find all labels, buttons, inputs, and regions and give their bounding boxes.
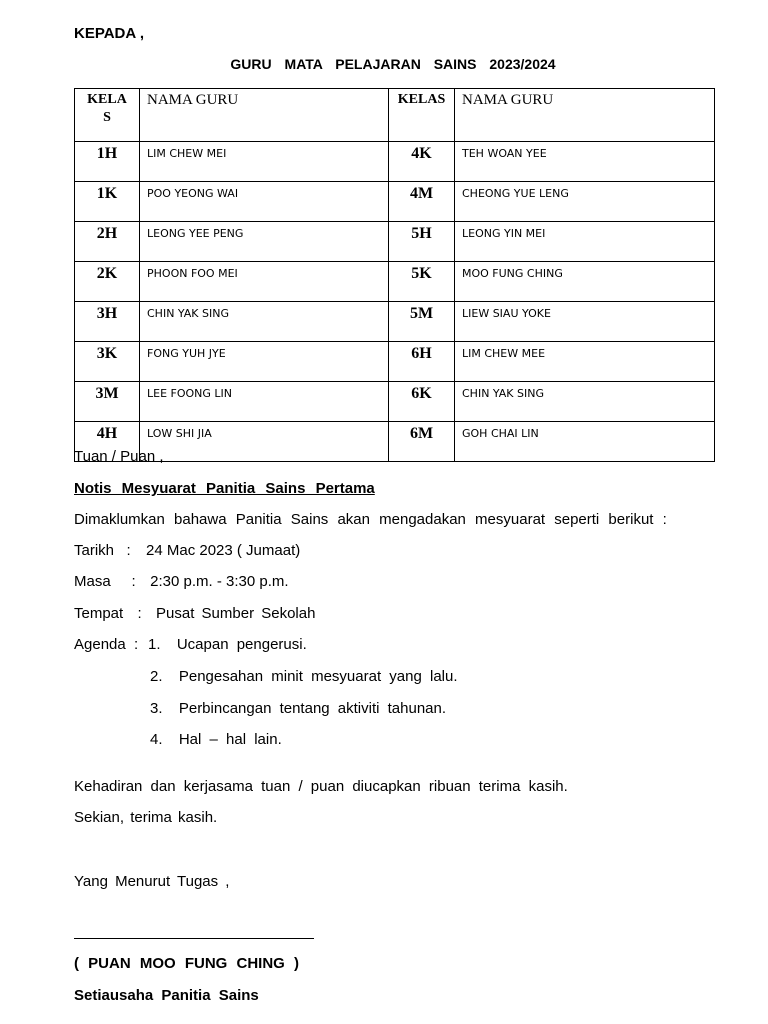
table-row [75,342,715,382]
thanks-line: Kehadiran dan kerjasama tuan / puan diucapkan ribuan terima kasih. [74,778,568,795]
teacher-name-cell: CHIN YAK SING [455,382,715,422]
recipient-line: KEPADA , [74,25,145,42]
class-cell: 4K [389,142,455,182]
class-cell: 5K [389,262,455,302]
agenda-item: 3. Perbincangan tentang aktiviti tahunan. [150,700,447,717]
teacher-name-cell: FONG YUH JYE [140,342,389,382]
teacher-name-cell: TEH WOAN YEE [455,142,715,182]
table-row [75,262,715,302]
teacher-name-cell: POO YEONG WAI [140,182,389,222]
date-value: 24 Mac 2023 ( Jumaat) [146,542,301,559]
table-row [75,302,715,342]
class-cell: 4H [75,422,140,462]
date-label: Tarikh : [74,542,131,559]
salutation: Tuan / Puan , [74,448,164,465]
teacher-name-cell: MOO FUNG CHING [455,262,715,302]
class-cell: 5M [389,302,455,342]
table-row [75,142,715,182]
class-cell: 1K [75,182,140,222]
notice-intro: Dimaklumkan bahawa Panitia Sains akan mengadakan mesyuarat seperti berikut : [74,511,667,528]
teacher-table [74,88,715,462]
class-cell: 2H [75,222,140,262]
document-title: GURU MATA PELAJARAN SAINS 2023/2024 [230,56,556,72]
class-cell: 3H [75,302,140,342]
class-cell: 6H [389,342,455,382]
teacher-name-cell: CHEONG YUE LENG [455,182,715,222]
class-cell: 2K [75,262,140,302]
signatory-name: ( PUAN MOO FUNG CHING ) [74,955,299,972]
teacher-name-cell: LEONG YIN MEI [455,222,715,262]
header-kelas: KELAS [389,89,455,142]
teacher-name-cell: CHIN YAK SING [140,302,389,342]
header-nama-guru: NAMA GURU [455,89,715,142]
signature-line [74,938,314,939]
time-label: Masa : [74,573,136,590]
class-cell: 6M [389,422,455,462]
agenda-item: 4. Hal – hal lain. [150,731,282,748]
table-row [75,182,715,222]
agenda-label: Agenda : [74,636,139,653]
teacher-name-cell: LIM CHEW MEE [455,342,715,382]
teacher-name-cell: LIM CHEW MEI [140,142,389,182]
table-row [75,222,715,262]
class-cell: 5H [389,222,455,262]
teacher-name-cell: GOH CHAI LIN [455,422,715,462]
table-row [75,422,715,462]
header-kelas: KELA S [75,89,140,142]
teacher-name-cell: LEONG YEE PENG [140,222,389,262]
time-value: 2:30 p.m. - 3:30 p.m. [146,573,289,590]
notice-heading: Notis Mesyuarat Panitia Sains Pertama [74,480,375,497]
teacher-name-cell: LEE FOONG LIN [140,382,389,422]
class-cell: 4M [389,182,455,222]
agenda-item: 2. Pengesahan minit mesyuarat yang lalu. [150,668,458,685]
teacher-name-cell: PHOON FOO MEI [140,262,389,302]
header-nama-guru: NAMA GURU [140,89,389,142]
class-cell: 1H [75,142,140,182]
class-cell: 3M [75,382,140,422]
table-row [75,382,715,422]
sign-off: Yang Menurut Tugas , [74,873,230,890]
class-cell: 3K [75,342,140,382]
signatory-role: Setiausaha Panitia Sains [74,987,259,1004]
agenda-item: 1. Ucapan pengerusi. [148,636,307,653]
closing-line: Sekian, terima kasih. [74,809,218,826]
venue-line: Tempat : Pusat Sumber Sekolah [74,605,316,622]
teacher-name-cell: LOW SHI JIA [140,422,389,462]
table-header-row [75,89,715,142]
teacher-name-cell: LIEW SIAU YOKE [455,302,715,342]
class-cell: 6K [389,382,455,422]
